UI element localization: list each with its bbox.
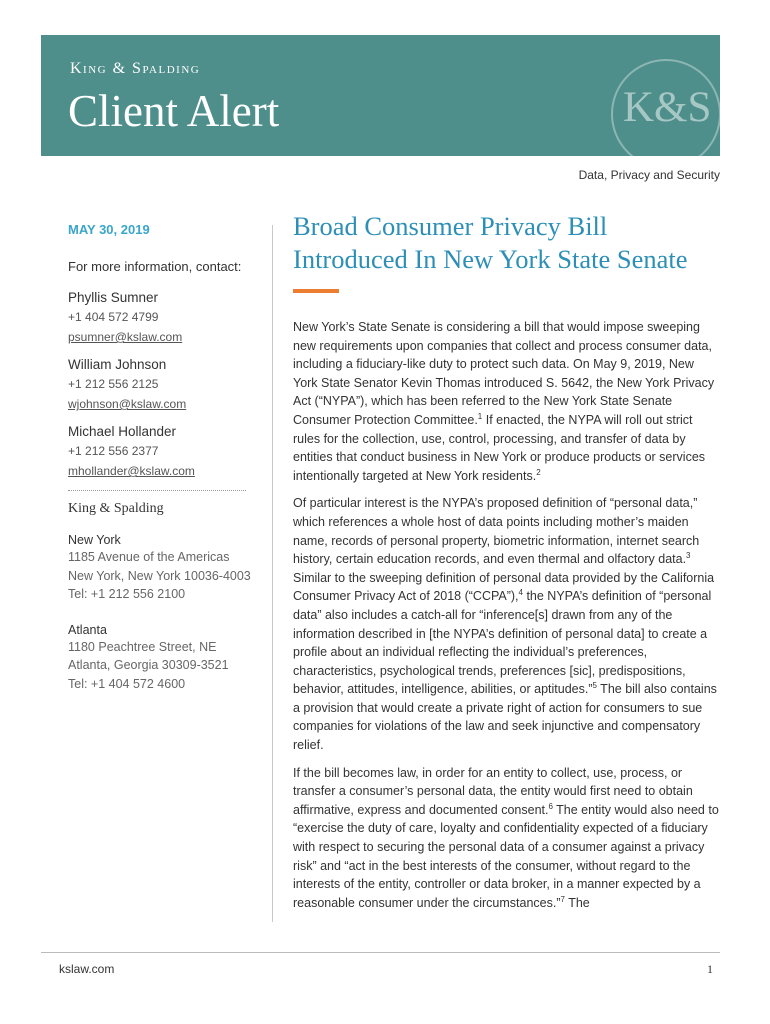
- contact-name: Michael Hollander: [68, 424, 177, 439]
- paragraph-text: New York’s State Senate is considering a bill that would impose sweeping new requirements upon companies that collect and process consumer data, including a fiduciary-like duty to protect such data. On May 9, 2019, New York State Senator Kevin Thomas introduced S. 5642, the New York Privacy Act (“NYPA”), which has been referred to the New York State Senate Consumer Protection Committee.: [293, 320, 715, 427]
- office-city-zip: New York, New York 10036-4003: [68, 568, 251, 583]
- office-block: [68, 621, 253, 693]
- ks-logo: [611, 59, 720, 156]
- footnote-ref[interactable]: 5: [592, 681, 597, 691]
- paragraph-text: The bill also contains a provision that would create a private right of action for consumers to sue companies for violations of the law and seek injunctive and compensatory relief.: [293, 682, 717, 753]
- contact-email-link[interactable]: mhollander@kslaw.com: [68, 464, 195, 478]
- office-phone: Tel: +1 404 572 4600: [68, 676, 186, 691]
- footnote-ref[interactable]: 3: [686, 550, 691, 560]
- more-info-label: For more information, contact:: [68, 259, 242, 274]
- paragraph-text: The: [564, 895, 590, 910]
- article: [293, 210, 720, 921]
- paragraph-text: If the bill becomes law, in order for an entity to collect, use, process, or transfer a consumer’s personal data, the entity would first need to obtain affirmative, express and documented consent.: [293, 765, 693, 817]
- office-city: New York: [68, 533, 121, 547]
- contact-phone: +1 212 556 2377: [68, 444, 159, 458]
- page-number: 1: [707, 962, 713, 976]
- publication-date: MAY 30, 2019: [68, 222, 150, 237]
- contact-name: Phyllis Sumner: [68, 290, 159, 305]
- paragraph-text: the NYPA’s definition of “personal data” also includes a catch-all for “inference[s] drawn from any of the information described in [the NYPA’s definition of personal data] to create a profile about an individual reflecting the individual’s preferences, characteristics, psychological trends, preferences [sic], predispositions, behavior, attitudes, intelligence, abilities, or aptitudes.”: [293, 589, 712, 697]
- sidebar: [68, 222, 253, 710]
- contact-phone: +1 212 556 2125: [68, 377, 159, 391]
- paragraph-text: The entity would also need to “exercise the duty of care, loyalty and confidentiality expected of a fiduciary with respect to securing the personal data of a consumer against a privacy risk” and “act in the best interests of the consumer, without regard to the interests of the entity, controller or data broker, in a manner expected by a reasonable consumer under the circumstances.”: [293, 802, 719, 910]
- article-paragraph: [293, 764, 720, 913]
- contact-email-link[interactable]: psumner@kslaw.com: [68, 330, 183, 344]
- publication-title: Client Alert: [68, 86, 280, 136]
- footer-site-link[interactable]: kslaw.com: [59, 962, 115, 976]
- orange-accent-rule: [293, 289, 339, 293]
- contact-phone: +1 404 572 4799: [68, 310, 159, 324]
- logo-text: K&S: [623, 84, 712, 131]
- contact-card: [68, 423, 253, 479]
- office-city-zip: Atlanta, Georgia 30309-3521: [68, 658, 229, 672]
- footnote-ref[interactable]: 6: [548, 801, 553, 811]
- firm-name: King & Spalding: [70, 60, 201, 77]
- contact-email-link[interactable]: wjohnson@kslaw.com: [68, 397, 187, 411]
- footer-rule: [41, 952, 720, 953]
- article-paragraph: [293, 318, 720, 485]
- footnote-ref[interactable]: 4: [518, 588, 523, 598]
- paragraph-text: Similar to the sweeping definition of personal data provided by the California Consumer Privacy Act of 2018 (“CCPA”),: [293, 570, 715, 604]
- contact-card: [68, 356, 253, 412]
- office-city: Atlanta: [68, 622, 107, 637]
- article-paragraph: [293, 494, 720, 754]
- footnote-ref[interactable]: 2: [536, 467, 541, 477]
- office-block: [68, 531, 253, 603]
- contact-name: William Johnson: [68, 357, 167, 372]
- footnote-ref[interactable]: 1: [477, 411, 483, 421]
- office-address: 1180 Peachtree Street, NE: [68, 639, 217, 654]
- sidebar-firm-name: King & Spalding: [68, 501, 164, 516]
- contact-card: [68, 289, 253, 345]
- practice-category: Data, Privacy and Security: [578, 168, 720, 182]
- paragraph-text: If enacted, the NYPA will roll out strict rules for the collection, use, control, processing, and transfer of data by entities that conduct business in New York or produce products or services intentionally targeted at New York residents.: [293, 412, 706, 483]
- office-phone: Tel: +1 212 556 2100: [68, 587, 186, 601]
- footnote-ref[interactable]: 7: [560, 894, 565, 904]
- office-address: 1185 Avenue of the Americas: [68, 550, 230, 564]
- article-headline: Broad Consumer Privacy Bill Introduced In New York State Senate: [293, 211, 688, 274]
- header-banner: [41, 35, 720, 156]
- column-divider: [272, 225, 273, 922]
- paragraph-text: Of particular interest is the NYPA’s proposed definition of “personal data,” which references a whole host of data points including mother’s maiden name, records of personal property, biometric information, internet search history, certain education records, and even thermal and olfactory data.: [293, 496, 700, 567]
- dotted-divider: [68, 490, 246, 491]
